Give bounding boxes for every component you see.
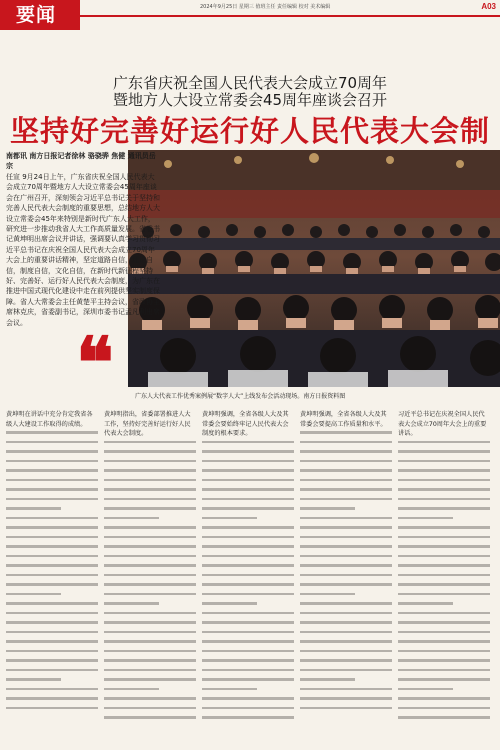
text-line xyxy=(6,631,98,634)
text-line xyxy=(300,659,392,662)
text-line xyxy=(202,460,294,463)
column-paragraph: 黄坤明强调，全省各级人大及其常委会要始终牢记人民代表大会制度的根本要求。 xyxy=(202,411,289,437)
section-tab xyxy=(0,0,80,30)
kicker-line-1: 广东省庆祝全国人民代表大会成立70周年 xyxy=(112,74,388,92)
text-line xyxy=(6,469,98,472)
text-line xyxy=(6,707,98,710)
text-line xyxy=(300,517,392,520)
text-line xyxy=(6,669,98,672)
text-line xyxy=(300,602,392,605)
text-line xyxy=(6,659,98,662)
text-line xyxy=(300,441,392,444)
text-line xyxy=(398,507,490,510)
column-paragraph: 黄坤明指出，省委部署推进人大工作，坚持好完善好运行好人民代表大会制度。 xyxy=(104,411,191,437)
text-line xyxy=(398,441,490,444)
date-line: 2024年9月25日 星期三 值班主任 责任编辑 校对 美术编辑 xyxy=(200,4,331,10)
text-line xyxy=(6,536,98,539)
text-line xyxy=(202,621,294,624)
text-line xyxy=(104,678,196,681)
text-line xyxy=(398,621,490,624)
text-line xyxy=(6,460,98,463)
text-line xyxy=(300,697,392,700)
column-text-lines xyxy=(104,441,196,719)
text-line xyxy=(202,555,294,558)
text-line xyxy=(300,526,392,529)
text-line xyxy=(202,574,294,577)
kicker-line-2: 暨地方人大设立常委会45周年座谈会召开 xyxy=(112,91,388,109)
text-line xyxy=(6,593,61,596)
column-paragraph: 黄坤明强调，全省各级人大及其常委会要提高工作质量和水平。 xyxy=(300,411,387,428)
text-line xyxy=(104,640,196,643)
article-column-2 xyxy=(104,410,196,742)
text-line xyxy=(6,431,98,434)
text-line xyxy=(202,479,294,482)
text-line xyxy=(104,441,196,444)
text-line xyxy=(202,678,294,681)
text-line xyxy=(6,564,98,567)
text-line xyxy=(202,612,294,615)
headline: 坚持好完善好运行好人民代表大会制 xyxy=(9,114,490,148)
text-line xyxy=(398,678,490,681)
photo-caption: 广东人大代表工作优秀案例展“数字人大”上线发布会活动现场。南方日报资料图 xyxy=(135,393,346,400)
text-line xyxy=(300,545,392,548)
header-rule xyxy=(80,15,500,17)
text-line xyxy=(300,640,392,643)
text-line xyxy=(300,583,392,586)
text-line xyxy=(202,659,294,662)
text-line xyxy=(202,526,294,529)
masthead xyxy=(0,0,500,30)
text-line xyxy=(6,498,98,501)
text-line xyxy=(202,631,294,634)
text-line xyxy=(398,612,490,615)
text-line xyxy=(202,488,294,491)
text-line xyxy=(398,545,490,548)
quote-mark-icon: ❝ xyxy=(76,321,114,404)
text-line xyxy=(202,545,294,548)
text-line xyxy=(104,564,196,567)
column-text-lines xyxy=(398,441,490,719)
text-line xyxy=(6,450,98,453)
text-line xyxy=(300,431,392,434)
text-line xyxy=(300,631,392,634)
text-line xyxy=(104,507,196,510)
text-line xyxy=(104,460,196,463)
text-line xyxy=(202,583,294,586)
text-line xyxy=(398,574,490,577)
text-line xyxy=(398,479,490,482)
text-line xyxy=(202,697,294,700)
text-line xyxy=(104,450,196,453)
text-line xyxy=(104,555,196,558)
column-text-lines xyxy=(202,441,294,719)
text-line xyxy=(6,688,98,691)
text-line xyxy=(398,669,490,672)
text-line xyxy=(202,716,294,719)
article-column-3 xyxy=(202,410,294,742)
lead-story xyxy=(6,151,160,328)
text-line xyxy=(104,716,196,719)
meeting-photo xyxy=(128,150,500,387)
text-line xyxy=(398,697,490,700)
text-line xyxy=(104,697,196,700)
text-line xyxy=(202,498,294,501)
text-line xyxy=(202,650,294,653)
text-line xyxy=(104,536,196,539)
text-line xyxy=(398,450,490,453)
text-line xyxy=(398,498,490,501)
text-line xyxy=(6,678,61,681)
text-line xyxy=(6,441,98,444)
text-line xyxy=(300,621,392,624)
text-line xyxy=(398,555,490,558)
text-line xyxy=(398,640,490,643)
text-line xyxy=(300,488,392,491)
text-line xyxy=(300,555,392,558)
text-line xyxy=(300,507,355,510)
text-line xyxy=(6,697,98,700)
text-line xyxy=(104,517,159,520)
text-line xyxy=(300,450,392,453)
text-line xyxy=(6,602,98,605)
text-line xyxy=(398,688,453,691)
text-line xyxy=(202,517,257,520)
text-line xyxy=(398,659,490,662)
text-line xyxy=(398,460,490,463)
page-number: A03 xyxy=(481,2,496,11)
text-line xyxy=(104,545,196,548)
text-line xyxy=(300,650,392,653)
text-line xyxy=(398,716,490,719)
text-line xyxy=(300,469,392,472)
text-line xyxy=(202,707,294,710)
text-line xyxy=(202,602,257,605)
meeting-photo-illustration xyxy=(128,150,500,387)
text-line xyxy=(6,545,98,548)
text-line xyxy=(104,650,196,653)
text-line xyxy=(398,526,490,529)
text-line xyxy=(398,564,490,567)
text-line xyxy=(202,507,294,510)
text-line xyxy=(6,650,98,653)
text-line xyxy=(6,612,98,615)
text-line xyxy=(6,488,98,491)
article-column-5 xyxy=(398,410,490,742)
text-line xyxy=(104,631,196,634)
text-line xyxy=(104,688,159,691)
text-line xyxy=(104,669,196,672)
text-line xyxy=(398,707,490,710)
text-line xyxy=(6,555,98,558)
text-line xyxy=(300,564,392,567)
lead-paragraph: 任宣 9月24日上午，广东省庆祝全国人民代表大会成立70周年暨地方人大设立常委会45周年座谈会在广州召开，深刻领会习近平总书记关于坚持和完善人民代表大会制度的重要思想，总结地方人大设立常委会45年来特别是新时代广东人大工作，研究进一步推动我省人大工作高质量发展。省委书记黄坤明出席会议并讲话，强调要认真学习贯彻习近平总书记在庆祝全国人民代表大会成立70周年大会上的重要讲话精神，坚定道路自信，理论自信，制度自信，文化自信，在新时代新征程坚持好、完善好、运行好人民代表大会制度，为广东在推进中国式现代化建设中走在前列提供坚实制度保障。省人大常委会主任黄楚平主持会议，省政协主席林克庆，省委副书记，深圳市委书记孟凡利出席会议。 xyxy=(6,173,160,327)
text-line xyxy=(6,574,98,577)
text-line xyxy=(300,498,392,501)
text-line xyxy=(104,498,196,501)
column-text-lines xyxy=(6,431,98,709)
text-line xyxy=(104,469,196,472)
text-line xyxy=(202,593,294,596)
text-line xyxy=(202,536,294,539)
text-line xyxy=(300,678,355,681)
text-line xyxy=(104,602,159,605)
text-line xyxy=(202,441,294,444)
article-column-1 xyxy=(6,410,98,742)
text-line xyxy=(398,536,490,539)
text-line xyxy=(300,536,392,539)
text-line xyxy=(202,669,294,672)
text-line xyxy=(300,574,392,577)
text-line xyxy=(202,450,294,453)
text-line xyxy=(104,583,196,586)
text-line xyxy=(300,688,392,691)
text-line xyxy=(300,479,392,482)
text-line xyxy=(104,659,196,662)
text-line xyxy=(300,593,355,596)
text-line xyxy=(6,583,98,586)
text-line xyxy=(398,650,490,653)
text-line xyxy=(104,479,196,482)
text-line xyxy=(104,574,196,577)
column-text-lines xyxy=(300,431,392,709)
text-line xyxy=(6,621,98,624)
text-line xyxy=(6,640,98,643)
text-line xyxy=(398,602,453,605)
text-line xyxy=(398,488,490,491)
text-line xyxy=(300,669,392,672)
column-paragraph: 黄坤明在讲话中充分肯定我省各级人大建设工作取得的成绩。 xyxy=(6,411,93,428)
text-line xyxy=(300,460,392,463)
text-line xyxy=(300,707,392,710)
text-line xyxy=(300,612,392,615)
text-line xyxy=(104,612,196,615)
text-line xyxy=(398,469,490,472)
text-line xyxy=(104,707,196,710)
column-paragraph: 习近平总书记在庆祝全国人民代表大会成立70周年大会上的重要讲话。 xyxy=(398,411,487,437)
text-line xyxy=(202,688,257,691)
text-line xyxy=(398,583,490,586)
text-line xyxy=(202,469,294,472)
text-line xyxy=(6,526,98,529)
text-line xyxy=(398,517,453,520)
byline: 南都讯 南方日报记者徐林 骆骁骅 焦健 通讯员岳宗 xyxy=(6,152,156,170)
text-line xyxy=(202,640,294,643)
text-line xyxy=(104,488,196,491)
article-column-4 xyxy=(300,410,392,742)
text-line xyxy=(104,593,196,596)
text-line xyxy=(398,631,490,634)
text-line xyxy=(6,507,61,510)
section-label: 要闻 xyxy=(16,4,57,26)
text-line xyxy=(398,593,490,596)
text-line xyxy=(6,517,98,520)
text-line xyxy=(104,526,196,529)
text-line xyxy=(6,479,98,482)
text-line xyxy=(104,621,196,624)
text-line xyxy=(202,564,294,567)
